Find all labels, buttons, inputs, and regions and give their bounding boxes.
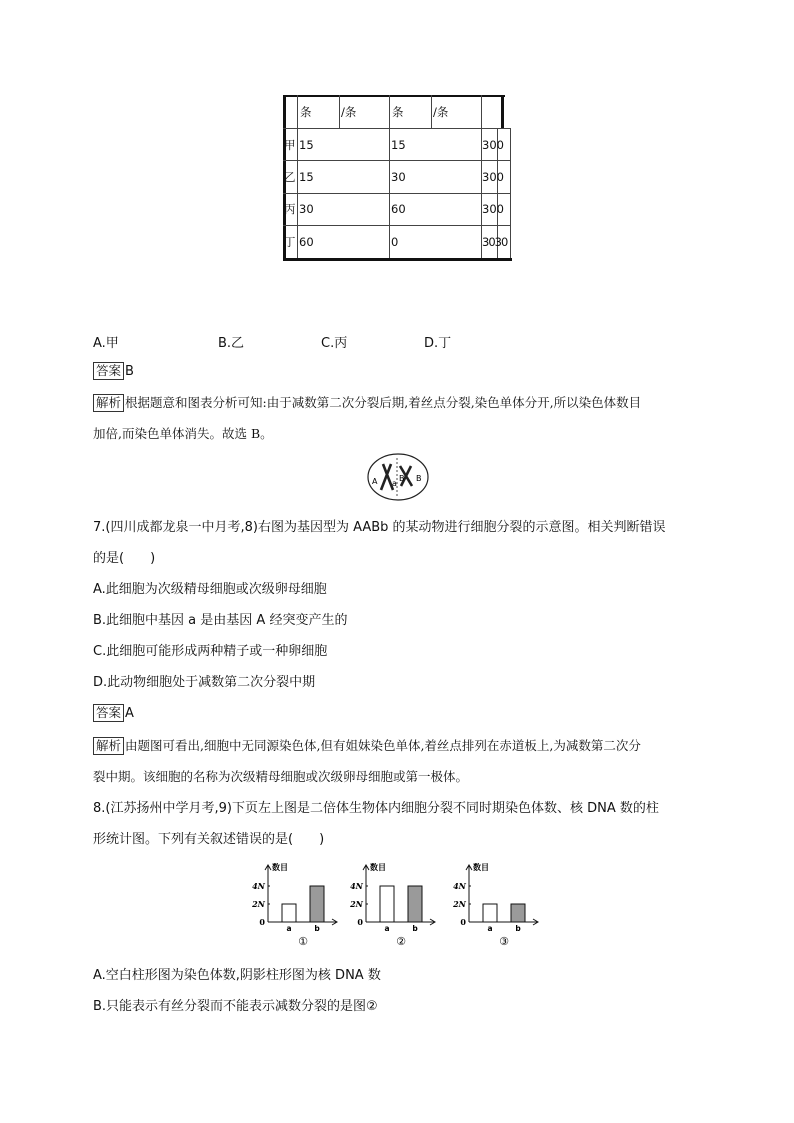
q7-explain-line2: 裂中期。该细胞的名称为次级精母细胞或次级卵母细胞或第一极体。 [93,769,469,784]
table-row-label: 甲 [284,138,296,152]
y-tick-label: 2N [350,899,363,909]
gene-label: A [372,477,378,486]
q7-answer [93,704,134,724]
y-tick-label: 0 [259,917,265,927]
q6-explain-line1 [93,393,641,413]
q6-answer [93,362,134,382]
answer-tag: 答案 [93,704,124,722]
table-cell: 0 [391,235,399,249]
table-cell: 3030 [482,235,508,249]
y-tick-label: 2N [252,899,265,909]
explain-tag: 解析 [93,394,124,412]
q7-option-b: B.此细胞中基因 a 是由基因 A 经突变产生的 [93,613,348,628]
q7-option-d: D.此动物细胞处于减数第二次分裂中期 [93,675,316,690]
q6-option-b: B.乙 [218,336,245,351]
bar-b [310,886,324,922]
y-axis-label: 数目 [272,863,288,872]
q8-option-b: B.只能表示有丝分裂而不能表示减数分裂的是图② [93,999,378,1014]
table-cell: 300 [482,138,504,152]
table-header-cell: 条 [300,105,312,119]
bar-chart-3 [453,857,545,953]
table-row-label: 丙 [284,202,296,216]
table-cell: 30 [391,170,406,184]
q7-stem-line1: 7.(四川成都龙泉一中月考,8)右图为基因型为 AABb 的某动物进行细胞分裂的示意图。相关判断错误 [93,520,666,535]
bar-chart-1 [252,857,344,953]
y-axis-label: 数目 [473,863,489,872]
explain-text: 根据题意和图表分析可知:由于减数第二次分裂后期,着丝点分裂,染色单体分开,所以染色体数目 [125,395,642,410]
table-cell: 15 [391,138,406,152]
cell-division-figure [366,452,430,502]
q8-stem-line1: 8.(江苏扬州中学月考,9)下页左上图是二倍体生物体内细胞分裂不同时期染色体数、核 DNA 数的柱 [93,801,659,816]
table-cell: 60 [299,235,314,249]
q7-option-c: C.此细胞可能形成两种精子或一种卵细胞 [93,644,328,659]
bar-a [282,904,296,922]
answer-value: B [125,364,134,379]
gene-label: B [399,474,405,483]
q6-option-c: C.丙 [321,336,348,351]
y-tick-label: 0 [460,917,466,927]
explain-text: 由题图可看出,细胞中无同源染色体,但有姐妹染色单体,着丝点排列在赤道板上,为减数第二次分 [125,738,641,753]
gene-label: a [392,479,397,488]
bar-a [380,886,394,922]
x-tick-label: b [412,924,418,933]
table-cell: 15 [299,138,314,152]
chart-caption: ① [298,935,308,948]
data-table [283,95,511,260]
x-tick-label: b [314,924,320,933]
bar-chart-2 [350,857,442,953]
q6-option-a: A.甲 [93,336,119,351]
q6-option-d: D.丁 [424,336,452,351]
q7-explain-line1 [93,736,641,756]
q8-stem-line2: 形统计图。下列有关叙述错误的是( ) [93,832,325,847]
x-tick-label: b [515,924,521,933]
table-cell: 300 [482,202,504,216]
x-tick-label: a [286,924,292,933]
q6-explain-line2: 加倍,而染色单体消失。故选 B。 [93,426,273,441]
table-header-cell: /条 [433,105,449,119]
y-tick-label: 2N [453,899,466,909]
q8-option-a: A.空白柱形图为染色体数,阴影柱形图为核 DNA 数 [93,968,381,983]
gene-label: B [416,474,422,483]
answer-value: A [125,706,134,721]
chart-caption: ② [396,935,406,948]
bar-b [408,886,422,922]
x-tick-label: a [384,924,390,933]
y-tick-label: 0 [357,917,363,927]
y-tick-label: 4N [252,881,265,891]
q7-option-a: A.此细胞为次级精母细胞或次级卵母细胞 [93,582,327,597]
table-cell: 60 [391,202,406,216]
table-cell: 30 [299,202,314,216]
y-tick-label: 4N [453,881,466,891]
table-cell: 15 [299,170,314,184]
y-axis-label: 数目 [370,863,386,872]
chart-caption: ③ [499,935,509,948]
answer-tag: 答案 [93,362,124,380]
bar-a [483,904,497,922]
table-row-label: 丁 [284,235,296,249]
y-tick-label: 4N [350,881,363,891]
explain-tag: 解析 [93,737,124,755]
q7-stem-line2: 的是( ) [93,551,156,566]
table-header-cell: 条 [392,105,404,119]
table-cell: 300 [482,170,504,184]
table-header-cell: /条 [341,105,357,119]
x-tick-label: a [487,924,493,933]
bar-b [511,904,525,922]
table-row-label: 乙 [284,170,296,184]
